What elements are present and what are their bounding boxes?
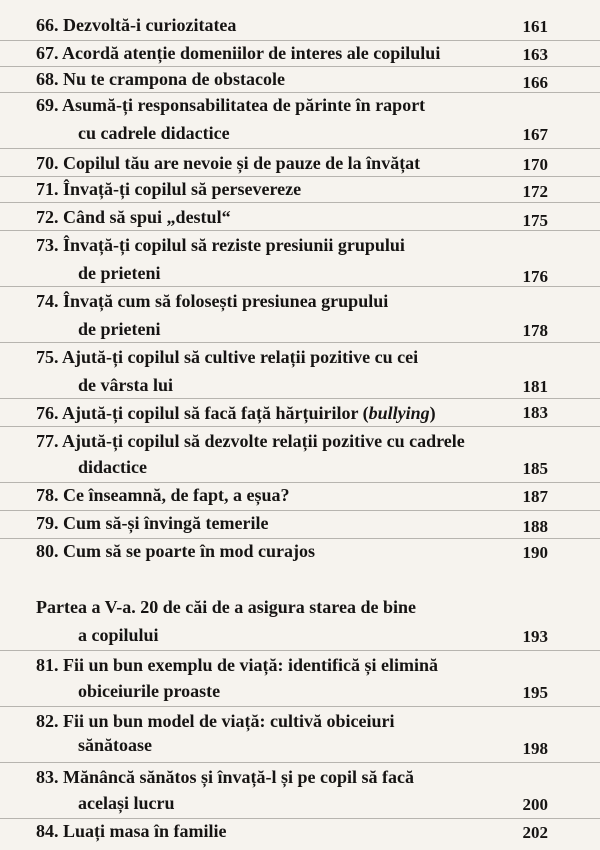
toc-entry [0, 176, 600, 202]
toc-entry [0, 398, 600, 426]
toc-entry [0, 40, 600, 66]
toc-entry-title: 69. Asumă-ți responsabilitatea de părinte în raport [36, 95, 426, 115]
toc-entry-title: 67. Acordă atenție domeniilor de interes ale copilului [36, 43, 441, 63]
toc-entry-title: 82. Fii un bun model de viață: cultivă obiceiuri [36, 711, 395, 731]
toc-entry-title: 75. Ajută-ți copilul să cultive relații pozitive cu cei [36, 347, 419, 367]
toc-entry [0, 202, 600, 230]
toc-entry-page: 181 [522, 377, 548, 396]
toc-entry [0, 650, 600, 706]
toc-entry-title: 66. Dezvoltă-i curiozitatea [36, 15, 237, 35]
toc-entry [0, 148, 600, 176]
toc-entry-page: 188 [522, 517, 548, 536]
toc-part-heading [0, 596, 600, 652]
toc-entry-continuation: de prieteni [78, 263, 161, 283]
toc-entry-page: 202 [522, 823, 548, 842]
toc-entry [0, 12, 600, 40]
toc-entry-title: 81. Fii un bun exemplu de viață: identifică și elimină [36, 655, 439, 675]
toc-entry-page: 198 [522, 739, 548, 758]
toc-entry-page: 161 [522, 17, 548, 36]
toc-entry-title: 71. Învață-ți copilul să persevereze [36, 179, 302, 199]
toc-entry [0, 706, 600, 762]
toc-entry-page: 193 [522, 627, 548, 646]
toc-entry-title: 72. Când să spui „destul“ [36, 207, 231, 227]
toc-entry-title: 70. Copilul tău are nevoie și de pauze de la învățat [36, 153, 421, 173]
toc-entry-page: 190 [522, 543, 548, 562]
toc-entry-continuation: de vârsta lui [78, 375, 174, 395]
toc-entry-title: 84. Luați masa în familie [36, 821, 227, 841]
toc-entry-page: 175 [522, 211, 548, 230]
toc-entry-title: 74. Învață cum să folosești presiunea grupului [36, 291, 389, 311]
toc-entry [0, 510, 600, 538]
toc-entry-title: 83. Mănâncă sănătos și învață-l și pe copil să facă [36, 767, 415, 787]
toc-entry-page: 178 [522, 321, 548, 340]
toc-entry-continuation: același lucru [78, 793, 175, 813]
toc-entry-title: 78. Ce înseamnă, de fapt, a eșua? [36, 485, 290, 505]
toc-entry-continuation: sănătoase [78, 735, 153, 755]
toc-entry [0, 230, 600, 286]
toc-entry-page: 185 [522, 459, 548, 478]
toc-entry-continuation: cu cadrele didactice [78, 123, 230, 143]
toc-entry-page: 200 [522, 795, 548, 814]
toc-entry [0, 66, 600, 92]
toc-entry-title: 73. Învață-ți copilul să reziste presiunii grupului [36, 235, 405, 255]
toc-entry-title: 68. Nu te crampona de obstacole [36, 69, 285, 89]
toc-part-title: Partea a V-a. 20 de căi de a asigura starea de bine [36, 597, 416, 617]
toc-entry-page: 187 [522, 487, 548, 506]
toc-entry [0, 342, 600, 398]
toc-entry [0, 426, 600, 482]
toc-entry-title: 76. Ajută-ți copilul să facă față hărțuirilor (bullying) [36, 403, 436, 423]
toc-entry-page: 183 [522, 403, 548, 422]
toc-entry-continuation: didactice [78, 457, 147, 477]
toc-part-continuation: a copilului [78, 625, 159, 645]
toc-entry-page: 170 [522, 155, 548, 174]
toc-entry-page: 167 [522, 125, 548, 144]
toc-entry-page: 195 [522, 683, 548, 702]
toc-entry-page: 163 [522, 45, 548, 64]
toc-entry-continuation: de prieteni [78, 319, 161, 339]
toc-entry-continuation: obiceiurile proaste [78, 681, 221, 701]
toc-entry-title: 80. Cum să se poarte în mod curajos [36, 541, 315, 561]
toc-entry-title: 77. Ajută-ți copilul să dezvolte relații pozitive cu cadrele [36, 431, 465, 451]
toc-entry [0, 762, 600, 818]
toc-entry-title: 79. Cum să-și învingă temerile [36, 513, 269, 533]
toc-entry [0, 538, 600, 574]
toc-entry [0, 92, 600, 148]
toc-entry-page: 176 [522, 267, 548, 286]
toc-entry [0, 482, 600, 510]
toc-entry-page: 166 [522, 73, 548, 92]
toc-entry-page: 172 [522, 182, 548, 201]
toc-entry [0, 818, 600, 848]
toc-entry [0, 286, 600, 342]
